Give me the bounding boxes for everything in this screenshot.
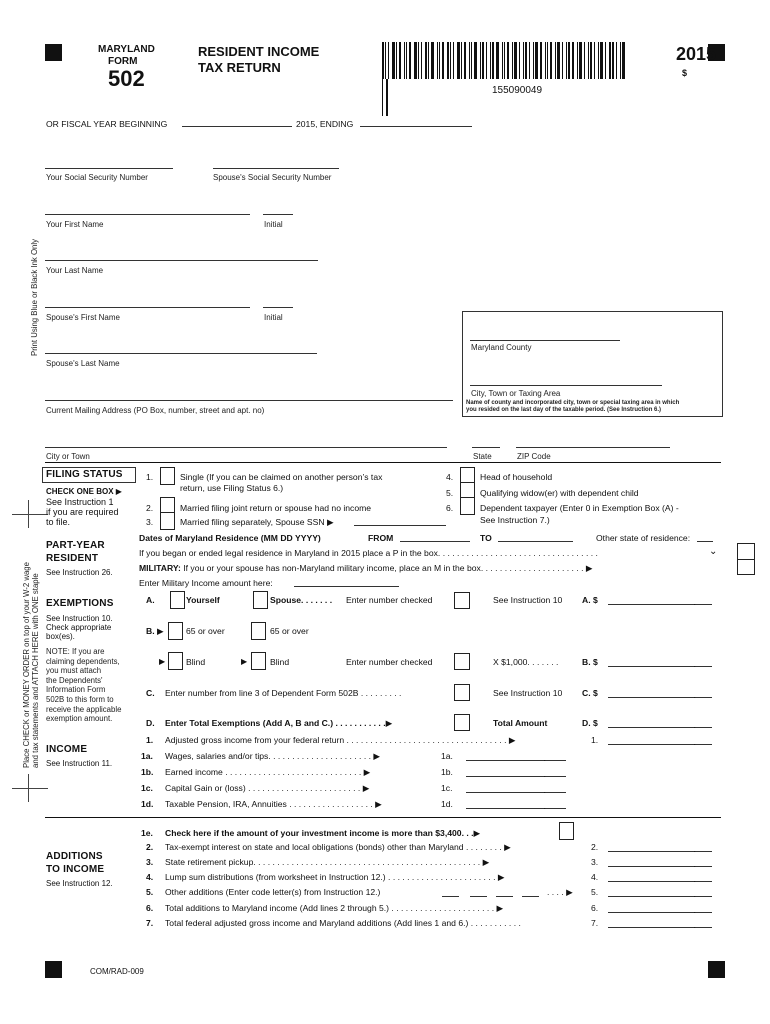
line-6-ref: 6. [591, 903, 599, 913]
blind-you-checkbox[interactable] [168, 652, 183, 670]
dependents-note [46, 647, 121, 724]
spouse-last-name-field[interactable] [45, 353, 317, 354]
line-4-num: 4. [146, 872, 154, 882]
dependents-note-line: 502B to this form to [46, 694, 114, 704]
barcode-bar [492, 42, 494, 79]
exemption-c-text: Enter number from line 3 of Dependent Form 502B . . . . . . . . . [165, 688, 402, 698]
crosshair-1-h [12, 514, 48, 515]
barcode-bar [474, 42, 477, 79]
military-text: MILITARY: If you or your spouse has non-Maryland military income, place an M in the box. . . . . . . . . . . . . . . . . . . . . . ▶ [139, 563, 593, 573]
line-7-num: 7. [146, 918, 154, 928]
line-6-amount[interactable]: . [608, 901, 712, 913]
barcode-bar [414, 42, 417, 79]
line-1c-text: Capital Gain or (loss) . . . . . . . . . . . . . . . . . . . . . . . . ▶ [165, 783, 370, 793]
section-divider [45, 462, 721, 463]
line-7-amount[interactable]: . [608, 916, 712, 928]
from-label: FROM [368, 533, 394, 543]
mailing-address-field[interactable] [45, 400, 453, 401]
over65-spouse-checkbox[interactable] [251, 622, 266, 640]
barcode-bar [409, 42, 411, 79]
line-1a-num: 1a. [141, 751, 153, 761]
exemption-b-label: B. ▶ [146, 626, 164, 636]
spouse-label: Spouse. . . . . . . [270, 595, 333, 605]
line-2-text: Tax-exempt interest on state and local obligations (bonds) other than Maryland . . . . . . . . ▶ [165, 842, 511, 852]
line-6-text: Total additions to Maryland income (Add lines 2 through 5.) . . . . . . . . . . . . . . . . . . . . . . ▶ [165, 903, 504, 913]
barcode-bar [609, 42, 611, 79]
barcode-bar [622, 42, 625, 79]
state-label: State [473, 452, 492, 461]
enter-number-a: Enter number checked [346, 595, 433, 605]
line-4-ref: 4. [591, 872, 599, 882]
spouse-ssn-label: Spouse's Social Security Number [213, 173, 332, 182]
spouse-first-name-field[interactable] [45, 307, 250, 308]
barcode-bar [382, 79, 383, 116]
barcode-bar [529, 42, 530, 79]
barcode-bar [519, 42, 520, 79]
barcode-bar [598, 42, 599, 79]
attach-note-line2: and tax statements and ATTACH HERE with ONE staple [31, 573, 40, 768]
barcode-bar [496, 42, 499, 79]
total-amount-label: Total Amount [493, 718, 548, 728]
filing-3-checkbox[interactable] [160, 512, 175, 530]
filing-1-checkbox[interactable] [160, 467, 175, 485]
filing-status-title: FILING STATUS [46, 469, 123, 480]
line-1-ref: 1. [591, 735, 599, 745]
county-note-line1: Name of county and incorporated city, town or special taxing area in which [466, 400, 680, 406]
barcode-bar [406, 42, 407, 79]
city-label: City or Town [46, 452, 90, 461]
additions-see: See Instruction 12. [46, 879, 113, 888]
dependents-note-line: claiming dependents, [46, 656, 120, 666]
filing-see-1: See Instruction 1 [46, 497, 114, 507]
barcode-bar [547, 42, 548, 79]
barcode-bar [439, 42, 440, 79]
check-one-label: CHECK ONE BOX ▶ [46, 487, 122, 496]
initial-field[interactable] [263, 214, 293, 215]
line-1e-text: Check here if the amount of your investment income is more than $3,400. . .▶ [165, 828, 481, 838]
barcode-bar [557, 42, 560, 79]
county-note-line2: you resided on the last day of the taxable period. (See Instruction 6.) [466, 407, 662, 413]
fiscal-ending-field[interactable] [360, 126, 472, 127]
barcode-bar [421, 42, 422, 79]
line-2-num: 2. [146, 842, 154, 852]
line-3-text: State retirement pickup. . . . . . . . . . . . . . . . . . . . . . . . . . . . . . . . . . . . . . . . . . . . . . . . ▶ [165, 857, 490, 867]
line-2-amount[interactable]: . [608, 840, 712, 852]
military-amount-label: Enter Military Income amount here: [139, 578, 273, 588]
spouse-last-name-label: Spouse's Last Name [46, 359, 120, 368]
barcode-bar [555, 42, 556, 79]
last-name-label: Your Last Name [46, 266, 104, 275]
spouse-initial-field[interactable] [263, 307, 293, 308]
barcode-bar [486, 42, 487, 79]
military-amount-field[interactable] [294, 586, 399, 587]
registration-mark-bottom-right [708, 961, 725, 978]
filing-5-text: Qualifying widow(er) with dependent child [480, 488, 639, 498]
zip-field[interactable] [516, 447, 670, 448]
filing-6-text-line2: See Instruction 7.) [480, 515, 550, 525]
state-field[interactable] [472, 447, 500, 448]
barcode-bar [562, 42, 563, 79]
line-1a-ref: 1a. [441, 751, 453, 761]
additions-title-1: ADDITIONS [46, 851, 103, 862]
line-1c-amount[interactable]: . [466, 781, 566, 793]
line-7-text: Total federal adjusted gross income and Maryland additions (Add lines 1 and 6.) . . . . . . . . . . . [165, 918, 521, 928]
code-letter-field-1[interactable] [442, 896, 459, 897]
code-letter-field-3[interactable] [496, 896, 513, 897]
barcode-bar [590, 42, 592, 79]
exemptions-see: See Instruction 10. [46, 614, 113, 623]
line-1e-num: 1e. [141, 828, 153, 838]
fiscal-begin-label: OR FISCAL YEAR BEGINNING [46, 119, 168, 129]
barcode-bar [566, 42, 567, 79]
attach-note-line1: Place CHECK or MONEY ORDER on top of your W-2 wage [22, 562, 31, 768]
line-1d-num: 1d. [141, 799, 154, 809]
investment-income-checkbox[interactable] [559, 822, 574, 840]
barcode-bar [425, 42, 427, 79]
barcode-bar [396, 42, 397, 79]
enter-number-b: Enter number checked [346, 657, 433, 667]
city-field[interactable] [45, 447, 447, 448]
line-3-num: 3. [146, 857, 154, 867]
filing-see-3: to file. [46, 517, 71, 527]
registration-mark-top-left [45, 44, 62, 61]
line-1d-amount[interactable]: . [466, 797, 566, 809]
barcode-bar [568, 42, 570, 79]
exemptions-check-1: Check appropriate [46, 623, 112, 632]
line-6-num: 6. [146, 903, 154, 913]
barcode-bar [535, 42, 538, 79]
line-1c-ref: 1c. [441, 783, 453, 793]
filing-1-text-line1: Single (If you can be claimed on another person’s tax [180, 472, 383, 482]
tax-year: 2015 [676, 44, 717, 64]
to-date-field[interactable] [498, 541, 573, 542]
barcode-bar [600, 42, 603, 79]
line-1d-text: Taxable Pension, IRA, Annuities . . . . . . . . . . . . . . . . . . ▶ [165, 799, 382, 809]
exemption-c-amount[interactable]: . [608, 686, 712, 698]
exemption-d-count-box[interactable] [454, 714, 470, 731]
form-number: 502 [108, 66, 145, 91]
barcode-bar [572, 42, 574, 79]
filing-3-text: Married filing separately, Spouse SSN ▶ [180, 517, 334, 527]
barcode-bar [545, 42, 546, 79]
barcode-bar [453, 42, 454, 79]
line-4-text: Lump sum distributions (from worksheet in Instruction 12.) . . . . . . . . . . . . . . . . . . . . . . . ▶ [165, 872, 505, 882]
filing-5-num: 5. [446, 488, 454, 498]
dependents-note-line: receive the applicable [46, 704, 122, 714]
barcode-bar [404, 42, 405, 79]
barcode-bar [588, 42, 589, 79]
barcode-bar [471, 42, 472, 79]
blind-spouse-label: Blind [270, 657, 290, 667]
from-date-field[interactable] [400, 541, 470, 542]
barcode-bar [550, 42, 552, 79]
line-5-num: 5. [146, 887, 154, 897]
barcode-bar [512, 42, 513, 79]
barcode-bar [418, 42, 419, 79]
mailing-address-label: Current Mailing Address (PO Box, number, street and apt. no) [46, 406, 265, 415]
barcode-bar [594, 42, 595, 79]
dependents-note-line: you must attach [46, 666, 102, 676]
barcode-bar [525, 42, 527, 79]
barcode-bar [620, 42, 621, 79]
yourself-checkbox[interactable] [170, 591, 185, 609]
x1000-label: X $1,000. . . . . . . [493, 657, 559, 667]
see10-c: See Instruction 10 [493, 688, 563, 698]
blind-spouse-checkbox[interactable] [251, 652, 266, 670]
ssn-field[interactable] [45, 168, 173, 169]
barcode-bar [480, 42, 481, 79]
filing-6-checkbox[interactable] [460, 497, 475, 515]
form-code: COM/RAD-009 [90, 967, 144, 976]
line-7-ref: 7. [591, 918, 599, 928]
to-label: TO [480, 533, 492, 543]
line-1a-amount[interactable]: . [466, 749, 566, 761]
filing-see-2: if you are required [46, 507, 119, 517]
exemption-a-count-box[interactable] [454, 592, 470, 609]
dependents-note-line: exemption amount. [46, 714, 113, 724]
ssn-label: Your Social Security Number [46, 173, 148, 182]
barcode-bar [584, 42, 585, 79]
chevron-down-icon: ⌄ [709, 546, 718, 557]
ink-note: Print Using Blue or Black Ink Only [30, 239, 39, 356]
zip-label: ZIP Code [517, 452, 551, 461]
filing-1-num: 1. [146, 472, 154, 482]
barcode-bar [386, 79, 388, 116]
barcode-bar [482, 42, 484, 79]
filing-4-text: Head of household [480, 472, 553, 482]
county-label: Maryland County [471, 343, 532, 352]
part-year-see: See Instruction 26. [46, 568, 113, 577]
dependents-note-line: the Dependents' [46, 675, 103, 685]
filing-6-num: 6. [446, 503, 454, 513]
line-3-ref: 3. [591, 857, 599, 867]
line-4-amount[interactable]: . [608, 870, 712, 882]
form-word: FORM [108, 56, 138, 67]
a-dollar-label: A. $ [582, 595, 598, 605]
exemption-a-label: A. [146, 595, 155, 605]
barcode-bar [502, 42, 503, 79]
part-year-title-2: RESIDENT [46, 553, 99, 564]
barcode-bar [540, 42, 542, 79]
spouse-ssn-filing-field[interactable] [354, 525, 446, 526]
b-dollar-label: B. $ [582, 657, 598, 667]
line-1b-text: Earned income . . . . . . . . . . . . . . . . . . . . . . . . . . . . . ▶ [165, 767, 371, 777]
code-letter-field-2[interactable] [470, 896, 487, 897]
part-year-p-box[interactable] [737, 543, 755, 560]
exemption-a-amount[interactable]: . [608, 593, 712, 605]
c-dollar-label: C. $ [582, 688, 598, 698]
fiscal-begin-field[interactable] [182, 126, 292, 127]
line-1b-ref: 1b. [441, 767, 453, 777]
line-1a-text: Wages, salaries and/or tips. . . . . . . . . . . . . . . . . . . . . . ▶ [165, 751, 380, 761]
over65-you-checkbox[interactable] [168, 622, 183, 640]
barcode-bar [442, 42, 444, 79]
line-1b-amount[interactable]: . [466, 765, 566, 777]
filing-2-num: 2. [146, 503, 154, 513]
income-see: See Instruction 11. [46, 759, 113, 768]
filing-2-text: Married filing joint return or spouse had no income [180, 503, 372, 513]
over65-you-label: 65 or over [186, 626, 225, 636]
barcode-bar [523, 42, 524, 79]
line-5-ref: 5. [591, 887, 599, 897]
year-dollar: $ [682, 68, 688, 78]
residence-dates-label: Dates of Maryland Residence (MM DD YYYY) [139, 533, 321, 543]
form-state: MARYLAND [98, 44, 155, 55]
exemption-b-amount[interactable]: . [608, 655, 712, 667]
form-title-line1: RESIDENT INCOME [198, 44, 320, 59]
see10-a: See Instruction 10 [493, 595, 563, 605]
dependents-note-line: Information Form [46, 685, 106, 695]
barcode-bar [382, 42, 384, 79]
barcode-bar [399, 42, 401, 79]
barcode-bar [461, 42, 462, 79]
military-m-box[interactable] [737, 558, 755, 575]
line-5-dots: . . . . ▶ [547, 887, 573, 897]
income-title: INCOME [46, 744, 88, 755]
income-divider [45, 817, 721, 818]
barcode-bar [533, 42, 534, 79]
barcode-bar [392, 42, 395, 79]
filing-6-text-line1: Dependent taxpayer (Enter 0 in Exemption Box (A) - [480, 503, 679, 513]
barcode-bar [605, 42, 606, 79]
blind-spouse-arrow-icon: ▶ [241, 657, 248, 666]
barcode-bar [507, 42, 509, 79]
filing-3-num: 3. [146, 517, 154, 527]
exemption-d-label: D. [146, 718, 155, 728]
barcode-bar [514, 42, 517, 79]
dependents-note-line: NOTE: If you are [46, 647, 105, 656]
crosshair-1-v [28, 500, 29, 528]
blind-you-label: Blind [186, 657, 206, 667]
barcode-bar [504, 42, 505, 79]
last-name-field[interactable] [45, 260, 318, 261]
other-state-label: Other state of residence: [596, 533, 691, 543]
barcode-bar [447, 42, 449, 79]
exemption-c-label: C. [146, 688, 155, 698]
spouse-initial-label: Initial [264, 313, 283, 322]
line-1b-num: 1b. [141, 767, 154, 777]
barcode-bar [577, 42, 578, 79]
part-year-title-1: PART-YEAR [46, 540, 105, 551]
barcode-bar [428, 42, 429, 79]
barcode-image [382, 42, 628, 79]
line-5-text: Other additions (Enter code letter(s) from Instruction 12.) [165, 887, 381, 897]
additions-title-2: TO INCOME [46, 864, 105, 875]
exemption-c-count-box[interactable] [454, 684, 470, 701]
barcode-bar [612, 42, 614, 79]
d-dollar-label: D. $ [582, 718, 598, 728]
barcode-bar [469, 42, 470, 79]
other-state-field[interactable] [697, 541, 713, 542]
first-name-field[interactable] [45, 214, 250, 215]
spouse-checkbox[interactable] [253, 591, 268, 609]
barcode-bar [388, 42, 389, 79]
barcode-bar [579, 42, 582, 79]
line-1-amount[interactable]: . [608, 733, 712, 745]
yourself-label: Yourself [186, 595, 220, 605]
filing-4-num: 4. [446, 472, 454, 482]
line-5-amount[interactable]: . [608, 885, 712, 897]
code-letter-field-4[interactable] [522, 896, 539, 897]
part-year-p-text: If you began or ended legal residence in Maryland in 2015 place a P in the box. . . . . . . . . . . . . . . . . . . . . . . . . . . . . . . . . . [139, 548, 598, 558]
barcode-bar [431, 42, 434, 79]
form-title-line2: TAX RETURN [198, 60, 281, 75]
city-taxing-field[interactable] [470, 385, 662, 386]
exemption-b-count-box[interactable] [454, 653, 470, 670]
barcode-bar [385, 42, 386, 79]
spouse-ssn-field[interactable] [213, 168, 339, 169]
blind-you-arrow-icon: ▶ [159, 657, 166, 666]
barcode-bar [450, 42, 451, 79]
line-1-text: Adjusted gross income from your federal return . . . . . . . . . . . . . . . . . . . . . . . . . . . . . . . . . . ▶ [165, 735, 516, 745]
exemptions-check-2: box(es). [46, 632, 75, 641]
county-field[interactable] [470, 340, 620, 341]
exemptions-title: EXEMPTIONS [46, 598, 114, 609]
exemption-d-amount[interactable]: . [608, 716, 712, 728]
spouse-first-name-label: Spouse's First Name [46, 313, 120, 322]
fiscal-ending-label: 2015, ENDING [296, 119, 354, 129]
barcode-bar [457, 42, 460, 79]
city-taxing-label: City, Town or Taxing Area [471, 389, 561, 398]
crosshair-2-v [28, 774, 29, 802]
line-1d-ref: 1d. [441, 799, 453, 809]
first-name-label: Your First Name [46, 220, 104, 229]
line-1c-num: 1c. [141, 783, 153, 793]
barcode-bar [464, 42, 466, 79]
barcode-number: 155090049 [492, 85, 543, 96]
filing-1-text-line2: return, use Filing Status 6.) [180, 483, 284, 493]
over65-spouse-label: 65 or over [270, 626, 309, 636]
barcode-bar [616, 42, 617, 79]
initial-label: Initial [264, 220, 283, 229]
exemption-d-text: Enter Total Exemptions (Add A, B and C.) . . . . . . . . . . .▶ [165, 718, 393, 728]
crosshair-2-h [12, 788, 48, 789]
line-3-amount[interactable]: . [608, 855, 712, 867]
registration-mark-bottom-left [45, 961, 62, 978]
barcode-bar [437, 42, 438, 79]
line-1-num: 1. [146, 735, 154, 745]
line-2-ref: 2. [591, 842, 599, 852]
barcode-bar [490, 42, 491, 79]
